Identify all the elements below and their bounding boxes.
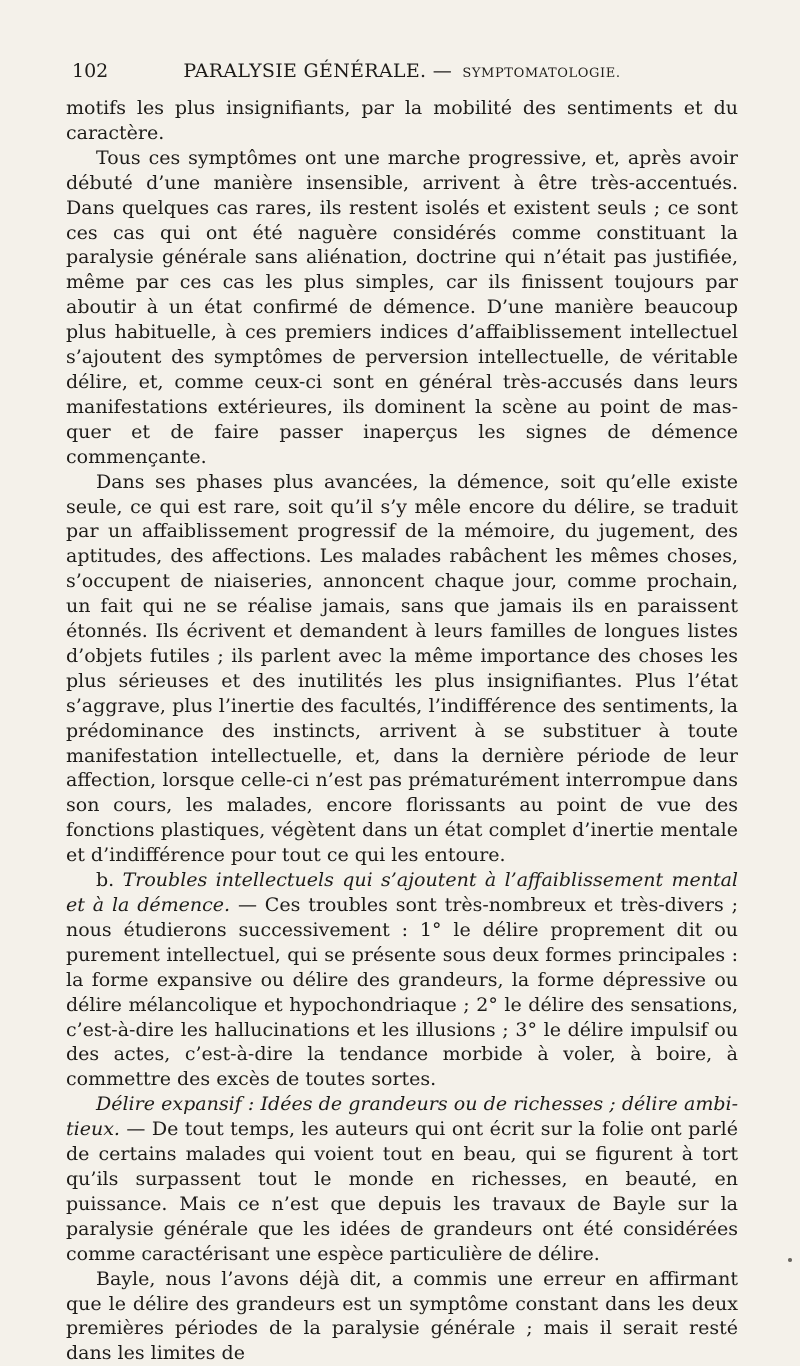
section-heading: Troubles intellectuels qui s’ajoutent à l’affaiblissement mental et à la démence. (66, 869, 739, 916)
paragraph-text: Bayle, nous l’avons déjà dit, a commis une erreur en affirmant que le délire des grandeurs est un symptôme constant dans les deux premières périodes de la paralysie générale ; mais il serait resté dans les limites de (66, 1267, 738, 1365)
page-speck (788, 1258, 792, 1262)
paragraph-subsection (66, 1092, 738, 1266)
paragraph (66, 146, 738, 470)
running-title (66, 54, 738, 91)
section-letter: b. (96, 869, 115, 892)
running-title-section: SYMPTOMATOLOGIE. (462, 66, 621, 81)
running-title-main: PARALYSIE GÉNÉRALE. (183, 60, 427, 82)
paragraph-text: Dans ses phases plus avancées, la démence, soit qu’elle existe seule, ce qui est rare, soit qu’il s’y mêle encore du délire, se traduit par un affaiblissement progressif de la mémoire, du jugement, des aptitudes, des affections. Les malades rabâchent les mêmes choses, s’occupent de niaiseries, annoncent chaque jour, comme prochain, un fait qui ne se réalise jamais, sans que jamais ils en paraissent étonnés. Ils écrivent et demandent à leurs familles de longues listes d’objets futiles ; ils parlent avec la même importance des choses les plus sérieuses et des inutilités les plus insignifiantes. Plus l’état s’aggrave, plus l’inertie des facultés, l’indifférence des sentiments, la prédominance des instincts, arrivent à se substituer à toute manifestation intellectuelle, et, dans la dernière période de leur affection, lorsque celle-ci n’est pas prématurément interrompue dans son cours, les malades, encore florissants au point de vue des fonctions plastiques, végètent dans un état complet d’inertie mentale et d’indifférence pour tout ce qui les entoure. (66, 470, 738, 867)
paragraph-text: — Ces troubles sont très-nombreux et très-divers ; nous étudierons successivement : 1° le délire proprement dit ou purement intellectuel, qui se présente sous deux formes principales : la forme expansive ou délire des grandeurs, la forme dépressive ou délire mélancolique et hypochondriaque ; 2° le délire des sensations, c’est-à-dire les hallucinations et les illusions ; 3° le délire impulsif ou des actes, c’est-à-dire la tendance morbide à voler, à boire, à commettre des excès de toutes sortes. (66, 894, 738, 1091)
paragraph (66, 1267, 738, 1366)
paragraph (66, 470, 738, 869)
paragraph-text: Tous ces symptômes ont une marche progressive, et, après avoir débuté d’une manière insensible, arrivent à être très-accentués. Dans quelques cas rares, ils restent isolés et existent seuls ; ce sont ces cas qui ont été naguère considérés comme constituant la paralysie générale sans aliénation, doctrine qui n’était pas justifiée, même par ces cas les plus simples, car ils finissent toujours par aboutir à un état confirmé de démence. D’une manière beaucoup plus habituelle, à ces premiers indices d’affaiblissement intellectuel s’ajoutent des symptômes de perversion intellectuelle, de véritable délire, et, comme ceux-ci sont en général très-accusés dans leurs manifestations extérieures, ils dominent la scène au point de masquer et de faire passer inaperçus les signes de démence commençante. (66, 146, 738, 468)
paragraph-text: — De tout temps, les auteurs qui ont écrit sur la folie ont parlé de certains malades qui voient tout en beau, qui se figurent à tort qu’ils surpassent tout le monde en richesses, en beauté, en puissance. Mais ce n’est que depuis les travaux de Bayle sur la paralysie générale que les idées de grandeurs ont été considérées comme caractérisant une espèce particulière de délire. (66, 1118, 739, 1265)
paragraph-section-b (66, 868, 738, 1092)
body-text (66, 96, 738, 1366)
subsection-heading: Délire expansif : Idées de grandeurs ou de richesses ; délire ambitieux. (66, 1093, 738, 1141)
page-number: 102 (72, 60, 109, 82)
paragraph-continued (66, 96, 738, 146)
paragraph-text: motifs les plus insignifiants, par la mobilité des sentiments et du caractère. (66, 97, 738, 144)
running-title-dash: — (432, 60, 453, 82)
running-head (66, 54, 738, 88)
